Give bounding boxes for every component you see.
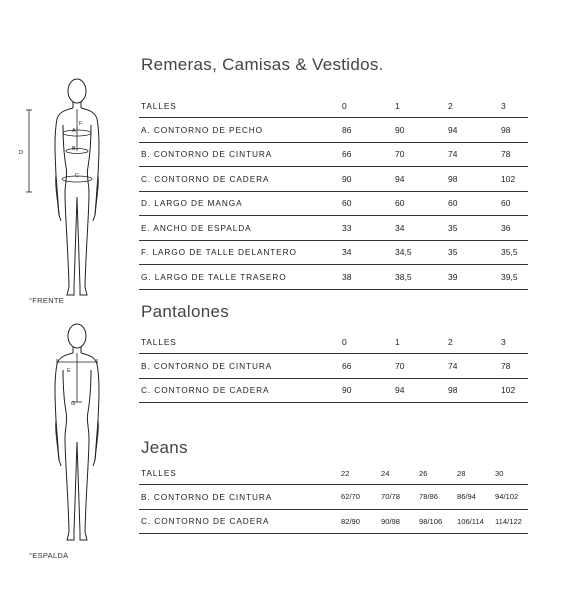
table-row [139,485,528,510]
header-cell: 22 [339,462,379,485]
table-row [139,240,528,265]
section-title-jeans: Jeans [141,438,188,457]
header-cell: 28 [455,462,493,485]
mark-c: C [75,173,79,179]
header-cell: 3 [499,95,528,118]
row-label: F. LARGO DE TALLE DELANTERO [139,240,340,265]
size-table-pantalones [139,331,528,403]
value-cell: 102 [499,378,528,403]
value-cell: 38 [340,265,393,290]
mark-d: D [19,150,23,156]
value-cell: 66 [340,142,393,167]
back-figure-label: °ESPALDA [29,551,69,560]
value-cell: 86/94 [455,485,493,510]
table-header-row [139,462,528,485]
value-cell: 94 [446,118,499,143]
value-cell: 78/86 [417,485,455,510]
value-cell: 78 [499,354,528,379]
header-cell: 0 [340,95,393,118]
header-cell: 2 [446,95,499,118]
value-cell: 35 [446,216,499,241]
table-row [139,354,528,379]
row-label: B. CONTORNO DE CINTURA [139,485,339,510]
table-row [139,167,528,192]
row-label: B. CONTORNO DE CINTURA [139,354,340,379]
value-cell: 94 [393,167,446,192]
header-cell: 3 [499,331,528,354]
value-cell: 35,5 [499,240,528,265]
row-label: C. CONTORNO DE CADERA [139,509,339,534]
value-cell: 98 [499,118,528,143]
value-cell: 90/98 [379,509,417,534]
header-cell: 0 [340,331,393,354]
front-figure-label: °FRENTE [29,296,65,305]
value-cell: 98 [446,167,499,192]
row-label: B. CONTORNO DE CINTURA [139,142,340,167]
value-cell: 90 [340,378,393,403]
value-cell: 66 [340,354,393,379]
value-cell: 36 [499,216,528,241]
value-cell: 98 [446,378,499,403]
back-body-figure [15,320,125,545]
value-cell: 106/114 [455,509,493,534]
mark-f: F [79,121,83,127]
value-cell: 98/106 [417,509,455,534]
value-cell: 39,5 [499,265,528,290]
row-label: G. LARGO DE TALLE TRASERO [139,265,340,290]
value-cell: 60 [393,191,446,216]
value-cell: 38,5 [393,265,446,290]
value-cell: 114/122 [493,509,528,534]
front-body-figure [15,75,125,300]
value-cell: 70 [393,142,446,167]
table-row [139,191,528,216]
value-cell: 74 [446,142,499,167]
mark-e: E [67,368,71,374]
mark-b: B [72,146,76,152]
row-label: C. CONTORNO DE CADERA [139,167,340,192]
size-table-jeans [139,462,528,534]
header-cell: 26 [417,462,455,485]
section-title-pantalones: Pantalones [141,302,230,321]
header-cell: 30 [493,462,528,485]
table-header-row [139,331,528,354]
value-cell: 70 [393,354,446,379]
table-row [139,378,528,403]
header-cell: 1 [393,331,446,354]
row-label: A. CONTORNO DE PECHO [139,118,340,143]
value-cell: 82/90 [339,509,379,534]
value-cell: 34,5 [393,240,446,265]
mark-g: G [71,401,76,407]
table-row [139,216,528,241]
row-label: D. LARGO DE MANGA [139,191,340,216]
value-cell: 90 [393,118,446,143]
value-cell: 70/78 [379,485,417,510]
value-cell: 33 [340,216,393,241]
value-cell: 60 [446,191,499,216]
value-cell: 86 [340,118,393,143]
table-row [139,142,528,167]
value-cell: 78 [499,142,528,167]
value-cell: 39 [446,265,499,290]
row-label: C. CONTORNO DE CADERA [139,378,340,403]
value-cell: 94 [393,378,446,403]
table-row [139,118,528,143]
table-row [139,265,528,290]
header-cell: 24 [379,462,417,485]
header-cell: TALLES [139,462,339,485]
mark-a: A [72,128,76,134]
header-cell: 2 [446,331,499,354]
value-cell: 60 [499,191,528,216]
value-cell: 60 [340,191,393,216]
value-cell: 35 [446,240,499,265]
value-cell: 94/102 [493,485,528,510]
header-cell: 1 [393,95,446,118]
header-cell: TALLES [139,95,340,118]
header-cell: TALLES [139,331,340,354]
section-title-remeras: Remeras, Camisas & Vestidos. [141,55,384,74]
value-cell: 102 [499,167,528,192]
value-cell: 62/70 [339,485,379,510]
row-label: E. ANCHO DE ESPALDA [139,216,340,241]
value-cell: 34 [393,216,446,241]
value-cell: 90 [340,167,393,192]
table-row [139,509,528,534]
value-cell: 34 [340,240,393,265]
size-table-remeras [139,95,528,290]
value-cell: 74 [446,354,499,379]
table-header-row [139,95,528,118]
